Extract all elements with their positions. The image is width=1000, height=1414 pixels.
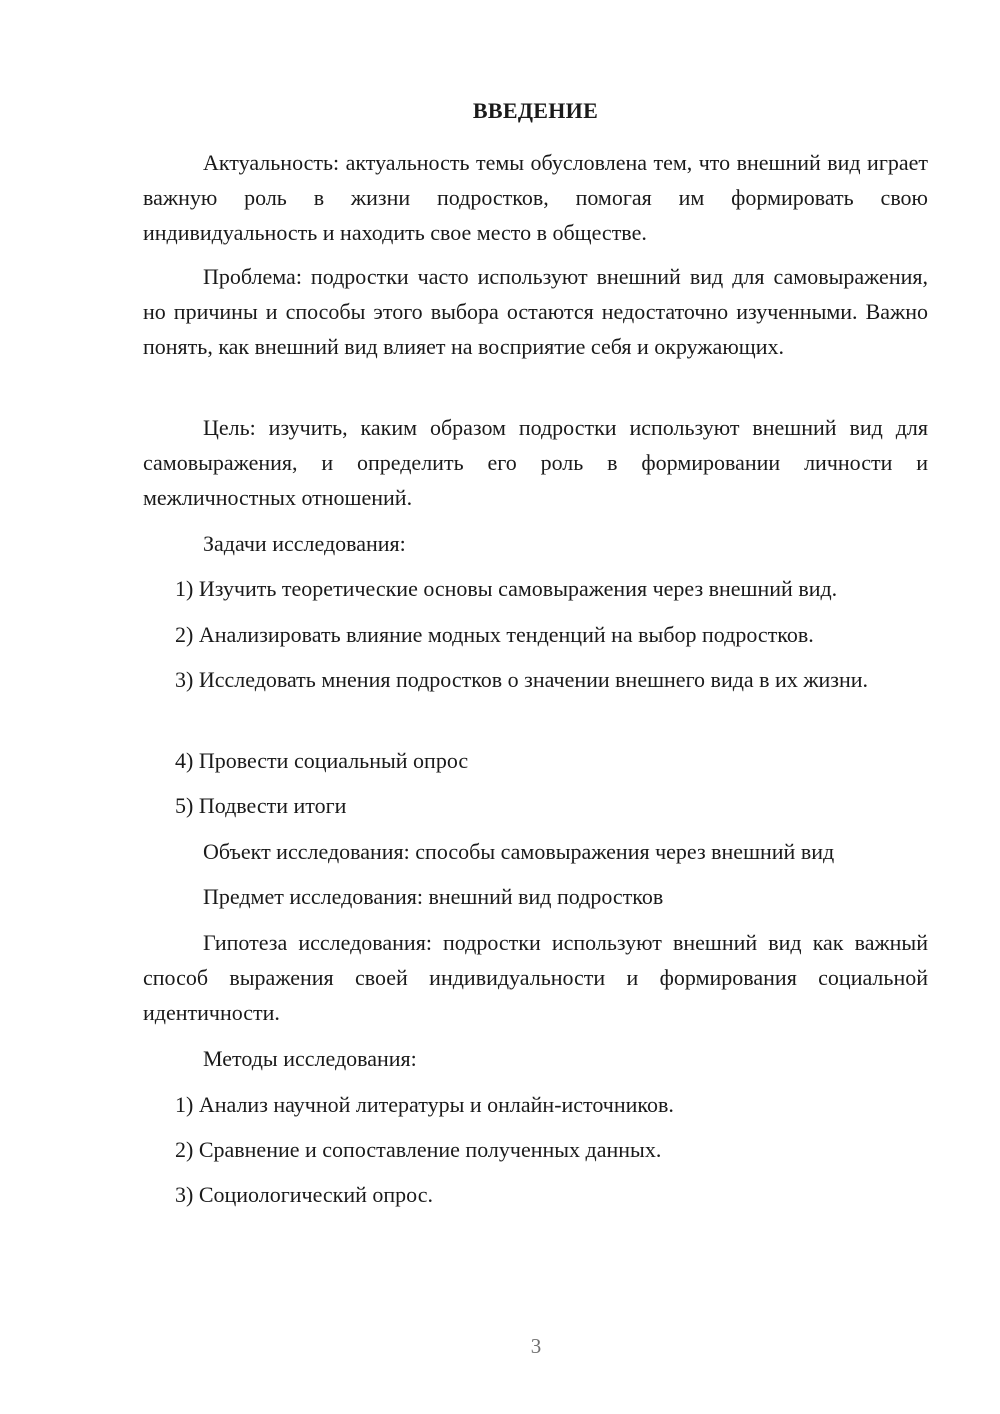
- methods-heading: Методы исследования:: [203, 1046, 417, 1071]
- task-item: 3) Исследовать мнения подростков о значении внешнего вида в их жизни.: [175, 667, 869, 692]
- method-item: 3) Социологический опрос.: [175, 1182, 433, 1207]
- hypothesis-paragraph: Гипотеза исследования: подростки используют внешний вид как важный способ выражения своей индивидуальности и формирования социальной идентичности.: [143, 930, 928, 1025]
- method-item: 2) Сравнение и сопоставление полученных данных.: [175, 1137, 662, 1162]
- page-title: ВВЕДЕНИЕ: [472, 98, 599, 123]
- task-item: 4) Провести социальный опрос: [175, 748, 469, 773]
- research-object: Объект исследования: способы самовыражения через внешний вид: [203, 839, 835, 864]
- task-item: 5) Подвести итоги: [175, 793, 347, 818]
- task-item: 2) Анализировать влияние модных тенденций на выбор подростков.: [175, 622, 814, 647]
- method-item: 1) Анализ научной литературы и онлайн-источников.: [175, 1092, 674, 1117]
- task-item: 1) Изучить теоретические основы самовыражения через внешний вид.: [175, 576, 838, 601]
- tasks-heading: Задачи исследования:: [203, 531, 406, 556]
- page-number: 3: [530, 1334, 542, 1358]
- research-subject: Предмет исследования: внешний вид подростков: [203, 884, 664, 909]
- goal-paragraph: Цель: изучить, каким образом подростки используют внешний вид для самовыражения, и определить его роль в формировании личности и межличностных отношений.: [143, 415, 928, 510]
- relevance-paragraph: Актуальность: актуальность темы обусловлена тем, что внешний вид играет важную роль в жизни подростков, помогая им формировать свою индивидуальность и находить свое место в обществе.: [143, 150, 928, 245]
- problem-paragraph: Проблема: подростки часто используют внешний вид для самовыражения, но причины и способы этого выбора остаются недостаточно изученными. Важно понять, как внешний вид влияет на восприятие себя и окружающих.: [143, 264, 928, 359]
